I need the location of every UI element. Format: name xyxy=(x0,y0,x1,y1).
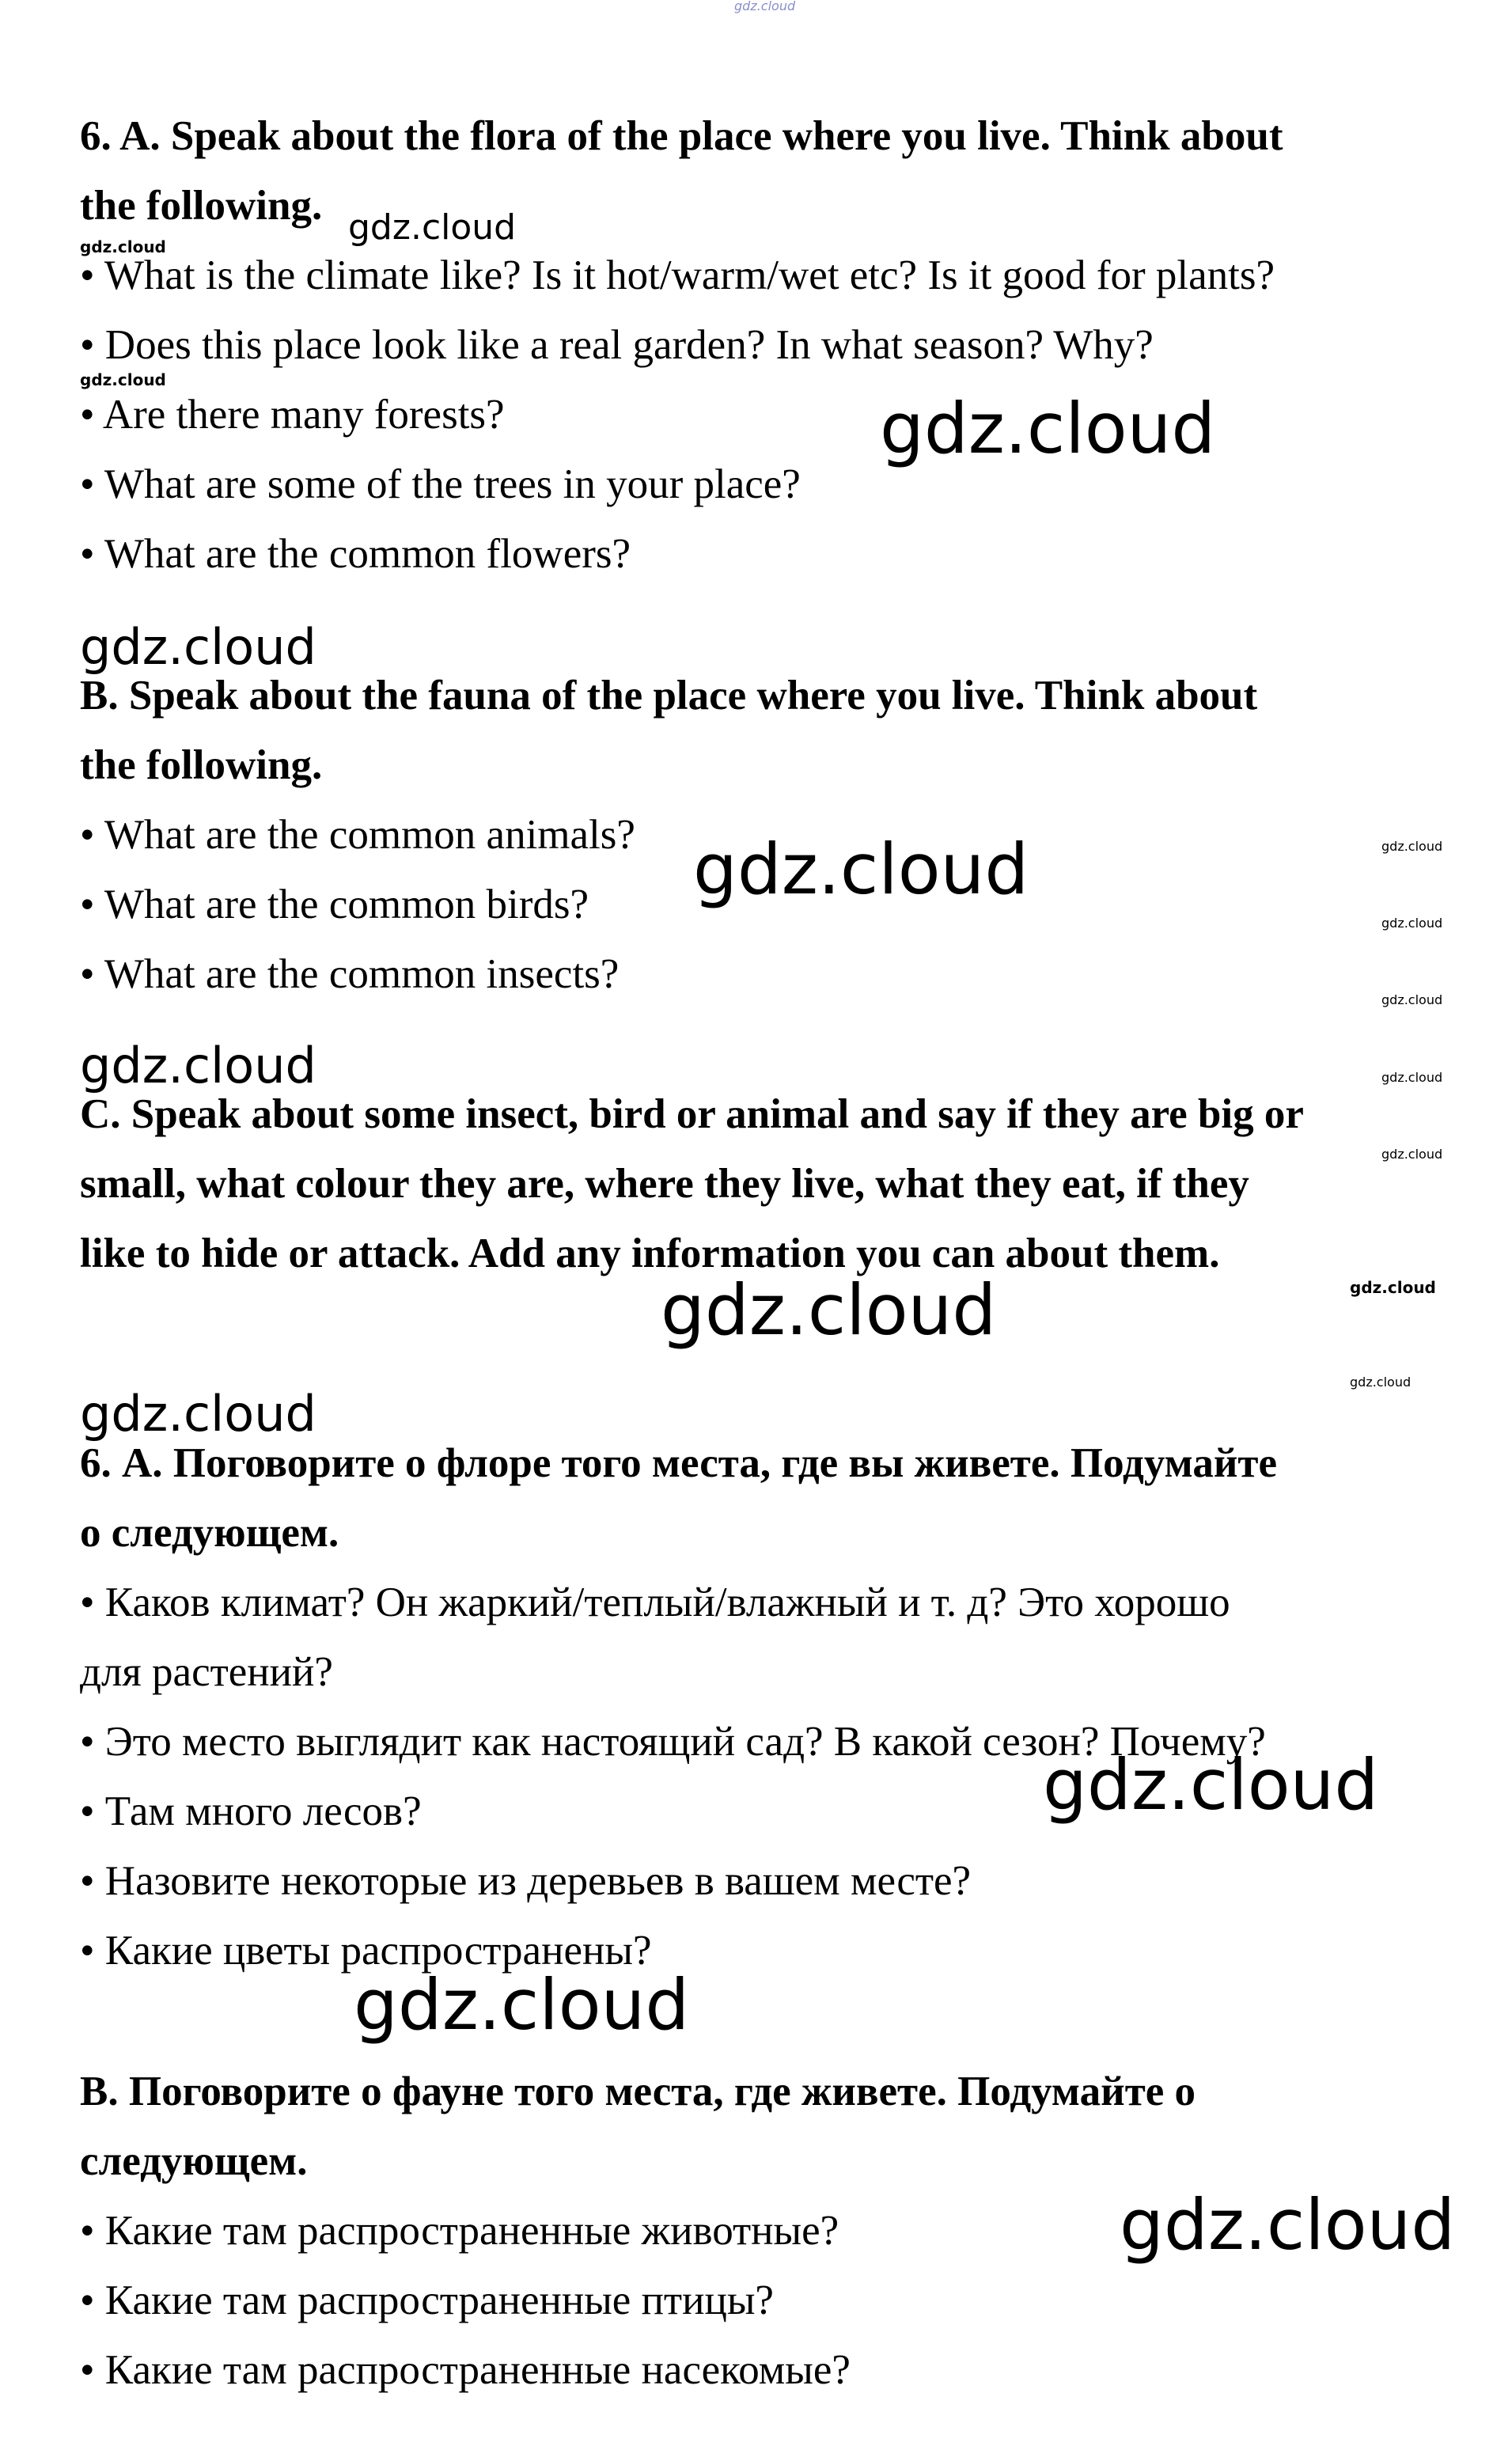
ru-section-a-heading-line1: 6. А. Поговорите о флоре того места, где вы живете. Подумайте xyxy=(80,1440,1277,1486)
section-c-line: C. Speak about some insect, bird or animal and say if they are big or xyxy=(80,1091,1304,1137)
ru-section-a-bullet: • Каков климат? Он жаркий/теплый/влажный и т. д? Это хорошо xyxy=(80,1579,1230,1625)
watermark: gdz.cloud xyxy=(354,1964,690,2046)
watermark: gdz.cloud xyxy=(80,618,316,676)
watermark: gdz.cloud xyxy=(1350,1375,1412,1390)
ru-section-b-bullet: • Какие там распространенные насекомые? xyxy=(80,2347,851,2393)
ru-section-b-heading-line1: В. Поговорите о фауне того места, где живете. Подумайте о xyxy=(80,2069,1196,2114)
watermark: gdz.cloud xyxy=(1350,1278,1436,1297)
watermark: gdz.cloud xyxy=(1043,1744,1379,1826)
section-c-line: small, what colour they are, where they live, what they eat, if they xyxy=(80,1161,1249,1207)
watermark: gdz.cloud xyxy=(693,829,1029,910)
section-a-heading-line1: 6. A. Speak about the flora of the place where you live. Think about xyxy=(80,113,1283,159)
watermark: gdz.cloud xyxy=(80,237,166,256)
section-a-bullet: • What are the common flowers? xyxy=(80,531,631,577)
ru-section-a-bullet: • Там много лесов? xyxy=(80,1788,422,1834)
ru-section-a-bullet: • Это место выглядит как настоящий сад? В какой сезон? Почему? xyxy=(80,1719,1266,1765)
section-b-heading-line1: B. Speak about the fauna of the place where you live. Think about xyxy=(80,673,1258,719)
section-b-bullet: • What are the common insects? xyxy=(80,951,620,997)
watermark: gdz.cloud xyxy=(1381,839,1443,854)
ru-section-a-bullet: для растений? xyxy=(80,1649,333,1695)
watermark: gdz.cloud xyxy=(80,1037,316,1094)
ru-section-a-bullet: • Какие цветы распространены? xyxy=(80,1928,652,1974)
section-b-bullet: • What are the common birds? xyxy=(80,882,589,927)
ru-section-a-bullet: • Назовите некоторые из деревьев в вашем месте? xyxy=(80,1858,972,1904)
watermark: gdz.cloud xyxy=(880,388,1216,469)
section-c-line: like to hide or attack. Add any information you can about them. xyxy=(80,1231,1220,1276)
watermark: gdz.cloud xyxy=(1381,1147,1443,1162)
watermark: gdz.cloud xyxy=(80,370,166,389)
section-a-bullet: • Does this place look like a real garden? In what season? Why? xyxy=(80,322,1154,368)
section-a-heading-line2: the following. xyxy=(80,183,323,229)
section-a-bullet: • What is the climate like? Is it hot/warm/wet etc? Is it good for plants? xyxy=(80,252,1275,298)
watermark: gdz.cloud xyxy=(1381,1070,1443,1085)
watermark: gdz.cloud xyxy=(1120,2184,1456,2266)
watermark: gdz.cloud xyxy=(348,207,517,248)
section-a-bullet: • What are some of the trees in your place? xyxy=(80,461,801,507)
ru-section-b-bullet: • Какие там распространенные птицы? xyxy=(80,2277,774,2323)
ru-section-b-heading-line2: следующем. xyxy=(80,2138,308,2184)
watermark: gdz.cloud xyxy=(661,1269,997,1351)
watermark: gdz.cloud xyxy=(1381,916,1443,931)
section-b-bullet: • What are the common animals? xyxy=(80,812,635,858)
watermark-top: gdz.cloud xyxy=(734,0,796,13)
ru-section-b-bullet: • Какие там распространенные животные? xyxy=(80,2208,839,2254)
watermark: gdz.cloud xyxy=(80,1385,316,1443)
section-a-bullet: • Are there many forests? xyxy=(80,392,505,438)
ru-section-a-heading-line2: о следующем. xyxy=(80,1510,339,1556)
watermark: gdz.cloud xyxy=(1381,992,1443,1007)
section-b-heading-line2: the following. xyxy=(80,742,323,788)
